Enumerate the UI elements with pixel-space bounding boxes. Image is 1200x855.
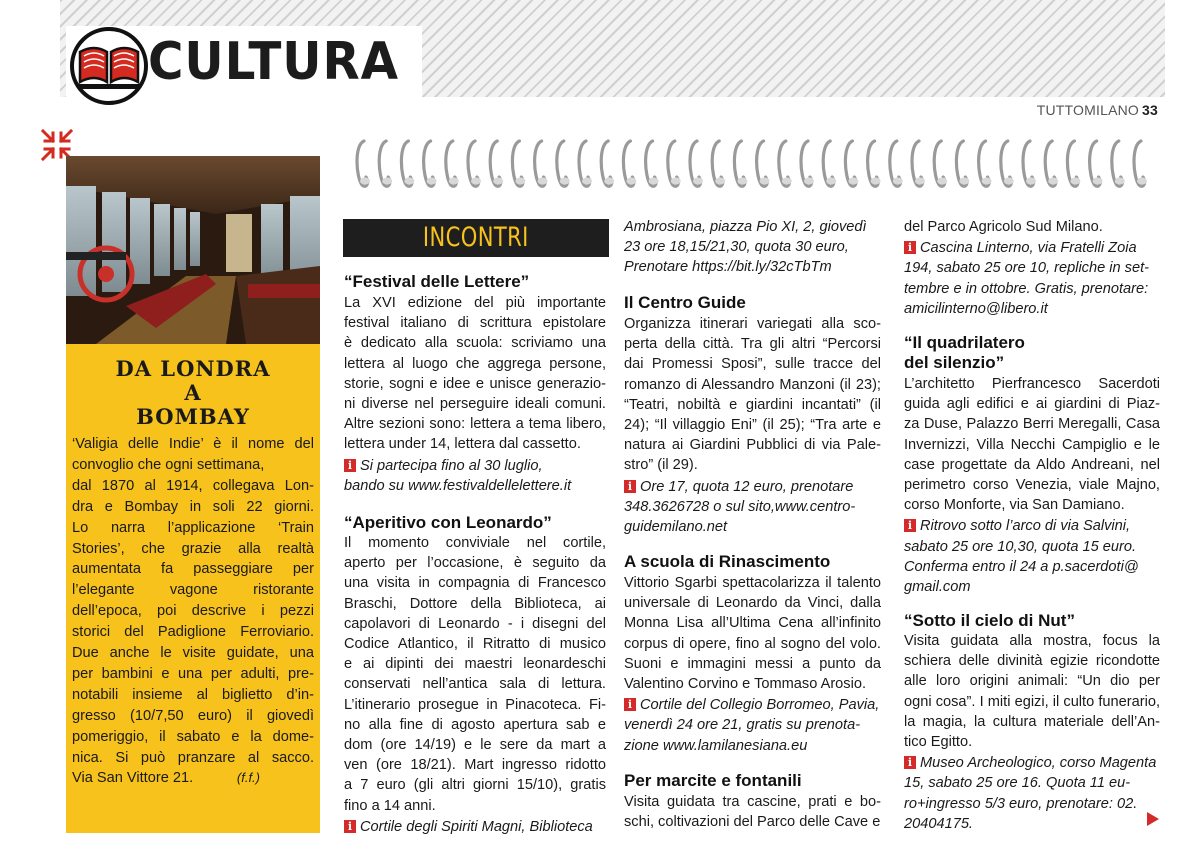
festival-info-line-text: Si partecipa fino al 30 luglio,	[360, 457, 543, 474]
centro-guide-body-line: dai Promessi Sposi”, sulle tracce del	[624, 356, 881, 373]
aperitivo-info-cont-line: Prenotare https://bit.ly/32cTbTm	[624, 259, 832, 276]
nut-body-line: alle loro origini animali: “Un dio per	[904, 673, 1160, 690]
nut-body-line: la magia, la cultura materiale dell’An-	[904, 713, 1160, 730]
rinascimento-info-line: zione www.lamilanesiana.eu	[624, 737, 808, 754]
quadrilatero-body-line: L’architetto Pierfrancesco Sacerdoti	[904, 376, 1160, 392]
heading-sotto-cielo-nut: “Sotto il cielo di Nut”	[904, 611, 1075, 630]
aperitivo-body-line: e ai dipinti dei maestri leonardeschi	[344, 656, 606, 673]
spiral-ring	[690, 141, 703, 186]
spiral-ring	[579, 141, 592, 186]
spiral-ring	[912, 141, 925, 186]
spiral-binding-decoration	[350, 137, 1160, 191]
festival-body-line: ni diverse nel perseguire ideali comuni.	[344, 396, 606, 412]
aperitivo-body-line: conservati nell’antica sala di lettura.	[344, 676, 606, 693]
heading-scuola-rinascimento: A scuola di Rinascimento	[624, 552, 831, 571]
sidebar-body-line: nica. Si può pranzare al sacco.	[72, 749, 314, 766]
festival-body-line: La XVI edizione del più importante	[344, 295, 606, 311]
train-carriage-photo	[66, 156, 320, 344]
sidebar-body-line: dal 1870 al 1914, collegava Lon-	[72, 477, 314, 494]
sidebar-body-line: aumentata fa passeggiare per	[72, 561, 314, 578]
spiral-ring	[490, 141, 503, 186]
centro-guide-info-line	[624, 477, 881, 497]
info-icon: i	[904, 519, 916, 532]
aperitivo-body-line: una visita in compagnia di Francesco	[344, 575, 606, 592]
quadrilatero-body-line: perimetro corso Venezia, viale Majno,	[904, 477, 1160, 493]
aperitivo-body-line: Il momento conviviale nel cortile,	[344, 535, 606, 551]
festival-body-line: festival italiano di scrittura epistolare	[344, 315, 606, 332]
aperitivo-body-line: fino a 14 anni.	[344, 797, 436, 814]
aperitivo-body-line: capolavori di Leonardo - i disegni del	[344, 615, 606, 632]
aperitivo-body-line: no alla fine di agosto apertura sab e	[344, 716, 606, 733]
nut-info-line-text: Museo Archeologico, corso Magenta	[920, 755, 1157, 772]
spiral-ring	[757, 141, 770, 186]
sidebar-body-line: l’elegante vagone ristorante	[72, 582, 314, 599]
sidebar-body-line: dell’epoca, poi descrive i pezzi	[72, 603, 314, 620]
spiral-ring	[779, 141, 792, 186]
spiral-ring	[512, 141, 525, 186]
rinascimento-body-line: Monna Lisa all’Ultima Cena all’infinito	[624, 615, 881, 632]
spiral-ring	[1090, 141, 1103, 186]
centro-guide-info-line: 348.3626728 o sul sito,www.centro-	[624, 498, 856, 515]
spiral-ring	[890, 141, 903, 186]
quadrilatero-body-line: case progettate da Aldo Andreani, nel	[904, 456, 1160, 473]
rinascimento-info-line-text: Cortile del Collegio Borromeo, Pavia,	[640, 697, 880, 714]
festival-body-line: lettera al luogo che aggrega persone,	[344, 355, 606, 372]
centro-guide-info-line: guidemilano.net	[624, 519, 728, 535]
nut-body-line: ogni cosa”. I miti egizi, il culto funerario,	[904, 693, 1160, 710]
spiral-ring	[1045, 141, 1058, 186]
nut-info-line: 20404175.	[904, 815, 973, 832]
spiral-ring	[868, 141, 881, 186]
sidebar-body-line: Stories’, che grazie alla realtà	[72, 540, 314, 557]
sidebar-body-line: per bambini e una per adulti, pre-	[72, 665, 314, 682]
continue-arrow-icon	[1146, 811, 1160, 827]
aperitivo-body-line: Codice Atlantico, il Ritratto di musico	[344, 636, 606, 652]
centro-guide-body-line: 24); “Il villaggio Eni” (il 25); “Tra arte e	[624, 417, 881, 433]
sidebar-signoff: (f.f.)	[236, 770, 260, 786]
rinascimento-info-line	[624, 695, 881, 715]
quadrilatero-info-line-text: Ritrovo sotto l’arco di via Salvini,	[920, 518, 1131, 535]
heading-marcite-fontanili: Per marcite e fontanili	[624, 771, 802, 790]
quadrilatero-body-line: corso Monforte, via San Damiano.	[904, 497, 1125, 514]
spiral-ring	[934, 141, 947, 186]
spiral-ring	[1023, 141, 1036, 186]
sidebar-body-line: convoglio che ogni settimana,	[72, 456, 265, 473]
spiral-ring	[535, 141, 548, 186]
aperitivo-body-line: dom (ore 14/19) e le sere da mart a	[344, 737, 606, 753]
sidebar-body-line: Due anche le visite guidate, una	[72, 645, 314, 661]
marcite-body-cont-line: del Parco Agricolo Sud Milano.	[904, 219, 1103, 235]
info-icon: i	[624, 480, 636, 493]
quadrilatero-info-line: sabato 25 ore 10,30, quota 15 euro.	[904, 538, 1137, 555]
rinascimento-body-line: Suoni e immagini messi a punto da	[624, 655, 881, 672]
spiral-ring	[557, 141, 570, 186]
book-icon	[70, 26, 148, 106]
festival-info-line: bando su www.festivaldellelettere.it	[344, 477, 572, 494]
spiral-ring	[1112, 141, 1125, 186]
aperitivo-body-line: a 7 euro (gli altri giorni 15/10), gratis	[344, 777, 606, 794]
spiral-ring	[801, 141, 814, 186]
spiral-ring	[379, 141, 392, 186]
spiral-ring	[601, 141, 614, 186]
festival-body-line: è dedicato alla scuola: scriviamo una	[344, 335, 606, 352]
aperitivo-body-line: ven (ore 18/21). Mart ingresso ridotto	[344, 757, 606, 774]
marcite-info-line: amicilinterno@libero.it	[904, 300, 1048, 317]
sidebar-body-line: dra e Bombay in soli 22 giorni.	[72, 498, 314, 515]
spiral-ring	[1134, 141, 1147, 186]
sidebar-box	[66, 344, 320, 833]
centro-guide-body-line: Organizza itinerari variegati alla sco-	[624, 316, 881, 332]
centro-guide-body-line: romanzo di Alessandro Manzoni (il 23);	[624, 376, 881, 393]
sidebar-body-line: storici del Padiglione Ferroviario.	[72, 624, 314, 641]
aperitivo-body-line: L’itinerario prosegue in Pinacoteca. Fi-	[344, 696, 606, 713]
quadrilatero-body-line: guida agli edifici e ai giardini di Piaz-	[904, 396, 1160, 413]
marcite-info-line	[904, 238, 1160, 258]
heading-quadrilatero-silenzio: del silenzio”	[904, 353, 1005, 372]
sidebar-body-line: notabili insieme al biglietto d’in-	[72, 686, 314, 703]
heading-festival-lettere: “Festival delle Lettere”	[344, 272, 530, 291]
spiral-ring	[979, 141, 992, 186]
publication-brand-tutto: TUTTO	[1036, 102, 1085, 118]
aperitivo-info-line	[344, 817, 606, 837]
aperitivo-info-line-text: Cortile degli Spiriti Magni, Biblioteca	[360, 818, 593, 835]
page-number: 33	[1142, 102, 1158, 118]
centro-guide-body-line: natura ai Giardini Pubblici di via Pale-	[624, 437, 881, 454]
rinascimento-body-line: universale di Leonardo da Vinci, dalla	[624, 595, 881, 612]
spiral-ring	[668, 141, 681, 186]
quadrilatero-body-line: Invernizzi, Villa Necchi Campiglio e le	[904, 436, 1160, 453]
quadrilatero-info-line: gmail.com	[904, 579, 971, 595]
spiral-ring	[845, 141, 858, 186]
nut-body-line: tico Egitto.	[904, 734, 973, 750]
centro-guide-body-line: “Teatri, nobiltà e giardini incantati” (il	[624, 396, 881, 413]
marcite-body-line: schi, coltivazioni del Parco delle Cave e	[624, 814, 881, 831]
festival-info-line	[344, 456, 606, 476]
nut-body-line: schiera delle divinità egizie ricondotte	[904, 653, 1160, 670]
aperitivo-info-cont-line: 23 ore 18,15/21,30, quota 30 euro,	[624, 239, 849, 256]
rinascimento-info-line: venerdì 24 ore 21, gratis su prenota-	[624, 717, 861, 734]
nut-info-line	[904, 753, 1160, 773]
rinascimento-body-line: Valentino Corvino e Tommaso Arosio.	[624, 676, 866, 692]
incontri-badge-label: INCONTRI	[423, 222, 529, 253]
spiral-ring	[712, 141, 725, 186]
sidebar-body-line: Lo narra l’applicazione ‘Train	[72, 519, 314, 536]
publication-label	[1037, 103, 1158, 117]
spiral-ring	[956, 141, 969, 186]
nut-info-line: 15, sabato 25 ore 16. Quota 11 eu-	[904, 775, 1131, 792]
sidebar-body-line: pomeriggio, il sabato e la dome-	[72, 728, 314, 745]
publication-brand-milano: MILANO	[1084, 102, 1140, 118]
spiral-ring	[623, 141, 636, 186]
spiral-ring	[1001, 141, 1014, 186]
incontri-badge	[343, 219, 609, 257]
spiral-ring	[357, 141, 370, 186]
marcite-info-line: 194, sabato 25 ore 10, repliche in set-	[904, 260, 1150, 277]
marcite-body-line: Visita guidata tra cascine, prati e bo-	[624, 794, 881, 810]
info-icon: i	[904, 241, 916, 254]
spiral-ring	[646, 141, 659, 186]
section-title: CULTURA	[148, 32, 400, 92]
aperitivo-body-line: aperto per l’occasione, è seguito da	[344, 555, 606, 572]
quadrilatero-body-line: za Duse, Palazzo Berri Meregalli, Casa	[904, 416, 1160, 433]
heading-aperitivo-leonardo: “Aperitivo con Leonardo”	[344, 513, 552, 532]
sidebar-body-line: ‘Valigia delle Indie’ è il nome del	[72, 436, 314, 452]
centro-guide-info-line-text: Ore 17, quota 12 euro, prenotare	[640, 478, 854, 495]
marcite-info-line: tembre e in ottobre. Gratis, prenotare:	[904, 280, 1149, 297]
publication-brand	[1037, 102, 1139, 118]
spiral-ring	[468, 141, 481, 186]
rinascimento-body-line: Vittorio Sgarbi spettacolarizza il talento	[624, 575, 881, 591]
marcite-info-line-text: Cascina Linterno, via Fratelli Zoia	[920, 240, 1137, 257]
aperitivo-info-cont-line: Ambrosiana, piazza Pio XI, 2, giovedì	[624, 219, 867, 235]
quadrilatero-info-line: Conferma entro il 24 a p.sacerdoti@	[904, 558, 1139, 575]
heading-centro-guide: Il Centro Guide	[624, 293, 746, 312]
info-icon: i	[344, 459, 356, 472]
festival-body-line: Altre sezioni sono: lettera a tema libero,	[344, 416, 606, 433]
info-icon: i	[624, 698, 636, 711]
sidebar-body-line: gresso (10/7,50 euro) il giovedì	[72, 707, 314, 724]
spiral-ring	[823, 141, 836, 186]
aperitivo-body-line: Braschi, Dottore della Biblioteca, ai	[344, 595, 606, 612]
spiral-ring	[401, 141, 414, 186]
spiral-ring	[424, 141, 437, 186]
nut-info-line: ro+ingresso 5/3 euro, prenotare: 02.	[904, 795, 1138, 812]
centro-guide-body-line: stro” (il 29).	[624, 457, 698, 474]
spiral-ring	[734, 141, 747, 186]
festival-body-line: lettera under 14, lettera dal cassetto.	[344, 436, 581, 453]
quadrilatero-info-line	[904, 516, 1160, 536]
heading-quadrilatero-silenzio: “Il quadrilatero	[904, 333, 1025, 352]
info-icon: i	[344, 820, 356, 833]
spiral-ring	[446, 141, 459, 186]
festival-body-line: storie, sogni e idee e unisce generazio-	[344, 375, 606, 392]
centro-guide-body-line: perta della città. Tra gli altri “Percorsi	[624, 336, 881, 353]
spiral-ring	[1067, 141, 1080, 186]
info-icon: i	[904, 756, 916, 769]
rinascimento-body-line: corpus di opere, fino al sogno del volo.	[624, 635, 881, 652]
sidebar-body-line: Via San Vittore 21.	[72, 770, 194, 787]
sidebar-title: DA LONDRA A BOMBAY	[115, 356, 271, 429]
nut-body-line: Visita guidata alla mostra, focus la	[904, 633, 1160, 649]
